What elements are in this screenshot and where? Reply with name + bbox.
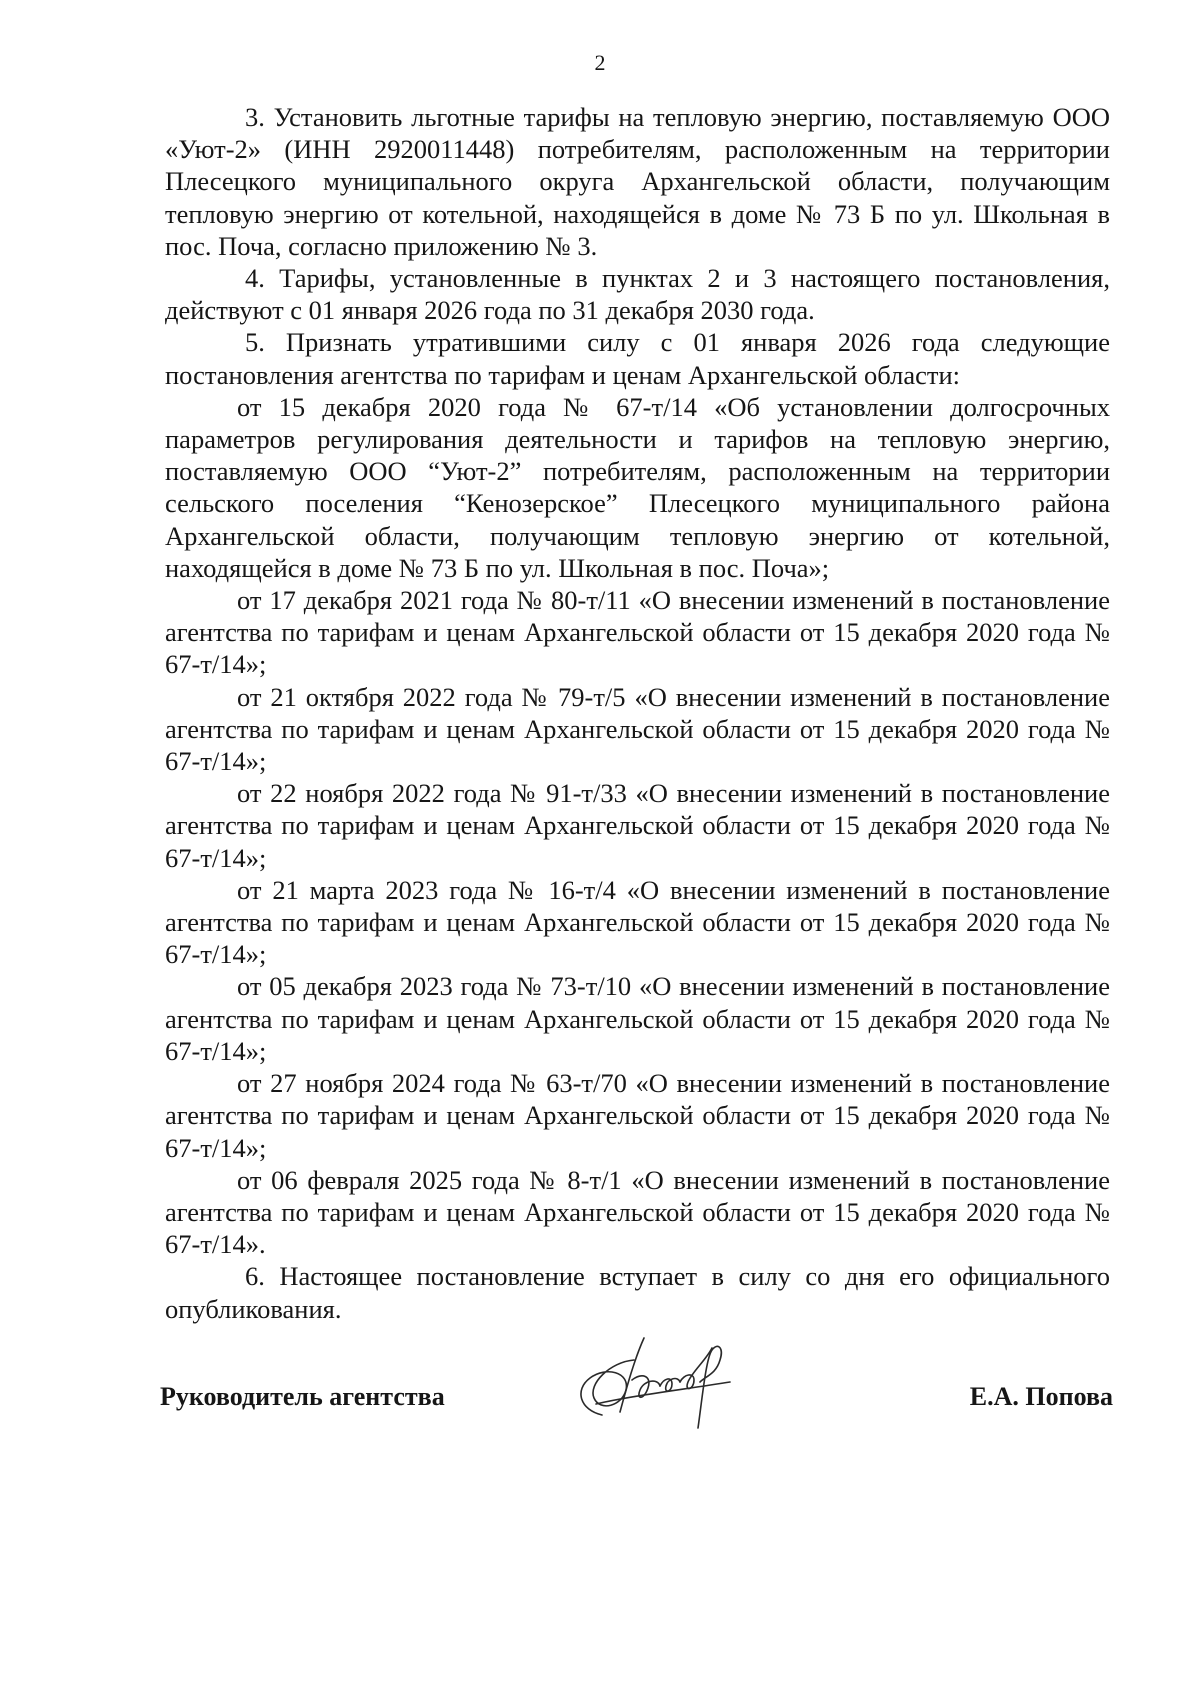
repealed-resolution-6: от 05 декабря 2023 года № 73-т/10 «О внесении изменений в постановление агентства по тарифам и ценам Архангельской области от 15 декабря 2020 года № 67-т/14»; [165, 971, 1110, 1066]
paragraph-item-4: 4. Тарифы, установленные в пунктах 2 и 3 настоящего постановления, действуют с 01 января 2026 года по 31 декабря 2030 года. [165, 263, 1110, 326]
paragraph-item-5: 5. Признать утратившими силу с 01 января 2026 года следующие постановления агентства по тарифам и ценам Архангельской области: [165, 327, 1110, 390]
handwritten-signature [560, 1320, 760, 1440]
repealed-resolution-8: от 06 февраля 2025 года № 8-т/1 «О внесении изменений в постановление агентства по тарифам и ценам Архангельской области от 15 декабря 2020 года № 67-т/14». [165, 1164, 1110, 1260]
signatory-name: Е.А. Попова [969, 1382, 1113, 1411]
document-body [165, 101, 1110, 1325]
page-number: 2 [594, 50, 606, 75]
repealed-resolution-3: от 21 октября 2022 года № 79-т/5 «О внесении изменений в постановление агентства по тарифам и ценам Архангельской области от 15 декабря 2020 года № 67-т/14»; [165, 681, 1110, 777]
repealed-resolution-7: от 27 ноября 2024 года № 63-т/70 «О внесении изменений в постановление агентства по тарифам и ценам Архангельской области от 15 декабря 2020 года № 67-т/14»; [165, 1068, 1110, 1163]
repealed-resolution-2: от 17 декабря 2021 года № 80-т/11 «О внесении изменений в постановление агентства по тарифам и ценам Архангельской области от 15 декабря 2020 года № 67-т/14»; [165, 585, 1110, 680]
repealed-resolution-5: от 21 марта 2023 года № 16-т/4 «О внесении изменений в постановление агентства по тарифам и ценам Архангельской области от 15 декабря 2020 года № 67-т/14»; [165, 874, 1110, 970]
repealed-resolution-1: от 15 декабря 2020 года № 67-т/14 «Об установлении долгосрочных параметров регулирования деятельности и тарифов на тепловую энергию, поставляемую ООО “Уют-2” потребителям, расположенным на территории сельского поселения “Кенозерское” Плесецкого муниципального района Архангельской области, получающим тепловую энергию от котельной, находящейся в доме № 73 Б по ул. Школьная в пос. Поча»; [165, 391, 1110, 583]
paragraph-item-3: 3. Установить льготные тарифы на тепловую энергию, поставляемую ООО «Уют-2» (ИНН 2920011448) потребителям, расположенным на территории Плесецкого муниципального округа Архангельской области, получающим тепловую энергию от котельной, находящейся в доме № 73 Б по ул. Школьная в пос. Поча, согласно приложению № 3. [165, 102, 1110, 261]
repealed-resolution-4: от 22 ноября 2022 года № 91-т/33 «О внесении изменений в постановление агентства по тарифам и ценам Архангельской области от 15 декабря 2020 года № 67-т/14»; [165, 778, 1110, 873]
paragraph-item-6: 6. Настоящее постановление вступает в силу со дня его официального опубликования. [165, 1261, 1110, 1324]
signatory-title: Руководитель агентства [160, 1382, 445, 1411]
